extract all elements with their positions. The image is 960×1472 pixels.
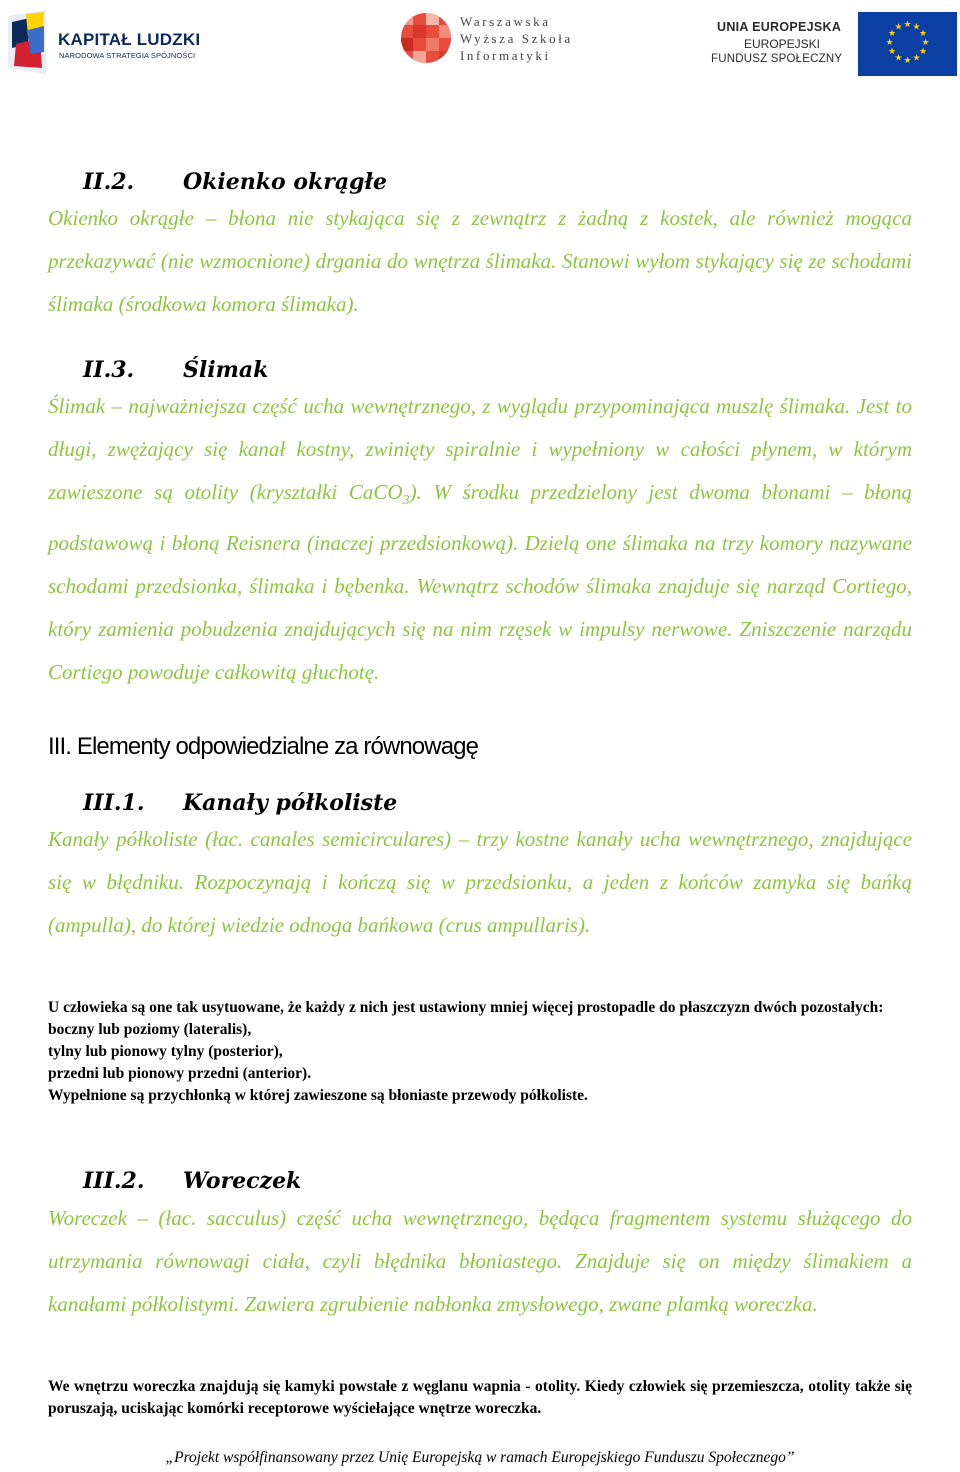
section-number-ii3: II.3.	[83, 357, 135, 383]
section-heading-iii: III. Elementy odpowiedzialne za równowagę	[48, 733, 479, 760]
okienko-text: Okienko okrągłe – błona nie stykająca się z zewnątrz z żadną z kostek, ale również mogąca przekazywać (nie wzmocnione) drgania do wnętrza ślimaka. Stanowi wyłom stykający się ze schodami ślimaka (środkowa komora ślimaka).	[48, 206, 912, 316]
svg-text:★: ★	[912, 22, 921, 33]
woreczek-text: Woreczek – (łac. sacculus) część ucha wewnętrznego, będąca fragmentem systemu służącego do utrzymania równowagi ciała, czyli błędnika błoniastego. Znajduje się on między ślimakiem a kanałami półkolistymi. Zawiera zgrubienie nabłonka zmysłowego, zwane plamką woreczka.	[48, 1206, 912, 1316]
kanaly-paragraph	[48, 818, 912, 947]
section-number-ii2: II.2.	[83, 169, 135, 195]
slimak-paragraph	[48, 385, 912, 694]
kanaly-note-line: U człowieka są one tak usytuowane, że każdy z nich jest ustawiony mniej więcej prostopadle do płaszczyzn dwóch pozostałych:	[48, 999, 884, 1016]
kanaly-note	[48, 997, 912, 1107]
ue-line1: UNIA EUROPEJSKA	[717, 20, 842, 34]
wwsi-line2: Wyższa Szkoła	[460, 31, 573, 46]
kanaly-note-line: boczny lub poziomy (lateralis),	[48, 1021, 252, 1038]
wwsi-emblem	[400, 12, 452, 64]
svg-text:★: ★	[921, 38, 930, 48]
wwsi-line3: Informatyki	[460, 48, 551, 63]
kanaly-note-line: Wypełnione są przychłonką w której zawieszone są błoniaste przewody półkoliste.	[48, 1087, 588, 1104]
svg-text:★: ★	[887, 47, 897, 57]
caco3-subscript: 3	[402, 493, 410, 509]
eu-flag-icon	[858, 12, 957, 76]
svg-text:★: ★	[894, 22, 903, 33]
woreczek-note	[48, 1376, 912, 1420]
svg-text:★: ★	[887, 29, 897, 39]
ue-line2: EUROPEJSKI	[744, 37, 821, 51]
svg-text:★: ★	[912, 53, 921, 64]
section-title-kanaly: Kanały półkoliste	[183, 790, 398, 816]
svg-text:★: ★	[918, 47, 928, 57]
kanaly-note-line: tylny lub pionowy tylny (posterior),	[48, 1043, 283, 1060]
svg-text:★: ★	[918, 29, 928, 39]
svg-text:★: ★	[903, 20, 912, 30]
kanaly-note-line: przedni lub pionowy przedni (anterior).	[48, 1065, 312, 1082]
svg-text:★: ★	[894, 53, 903, 64]
slimak-text-a: Ślimak – najważniejsza część ucha wewnętrznego, z wyglądu przypominająca muszlę ślimaka. Jest to długi, zwężający się kanał kostny, zwinięty spiralnie i wypełniony w całości płynem, w którym zawieszone są otolity (kryształki CaCO	[48, 394, 912, 504]
ue-line3: FUNDUSZ SPOŁECZNY	[711, 53, 843, 65]
okienko-paragraph	[48, 197, 912, 326]
section-number-iii1: III.1.	[83, 790, 145, 816]
woreczek-note-text: We wnętrzu woreczka znajdują się kamyki powstałe z węglanu wapnia - otolity. Kiedy człowiek się przemieszcza, otolity także się poruszają, uciskając komórki receptorowe wyściełające wnętrze woreczka.	[48, 1378, 912, 1417]
kapital-ludzki-title: KAPITAŁ LUDZKI	[58, 30, 201, 49]
footer-funding-note: „Projekt współfinansowany przez Unię Europejską w ramach Europejskiego Funduszu Społecznego”	[165, 1449, 795, 1466]
slimak-text-b: ). W środku przedzielony jest dwoma błonami – błoną podstawową i błoną Reisnera (inaczej przedsionkową). Dzielą one ślimaka na trzy komory nazywane schodami przedsionka, ślimaka i bębenka. Wewnątrz schodów ślimaka znajduje się narząd Cortiego, który zamienia pobudzenia znajdujących się na nim rzęsek w impulsy nerwowe. Zniszczenie narządu Cortiego powoduje całkowitą głuchotę.	[48, 480, 912, 685]
section-title-okienko: Okienko okrągłe	[183, 169, 387, 195]
svg-text:★: ★	[885, 38, 894, 48]
woreczek-paragraph	[48, 1197, 912, 1326]
section-title-woreczek: Woreczek	[183, 1168, 302, 1194]
kanaly-text: Kanały półkoliste (łac. canales semicirculares) – trzy kostne kanały ucha wewnętrznego, znajdujące się w błędniku. Rozpoczynają i kończą się w przedsionku, a jeden z końców zamyka się bańką (ampulla), do której wiedzie odnoga bańkowa (crus ampullaris).	[48, 827, 912, 937]
section-title-slimak: Ślimak	[183, 357, 269, 383]
svg-text:★: ★	[903, 56, 912, 66]
section-number-iii2: III.2.	[83, 1168, 145, 1194]
wwsi-line1: Warszawska	[460, 14, 551, 29]
kapital-ludzki-subtitle: NARODOWA STRATEGIA SPÓJNOŚCI	[59, 51, 196, 60]
